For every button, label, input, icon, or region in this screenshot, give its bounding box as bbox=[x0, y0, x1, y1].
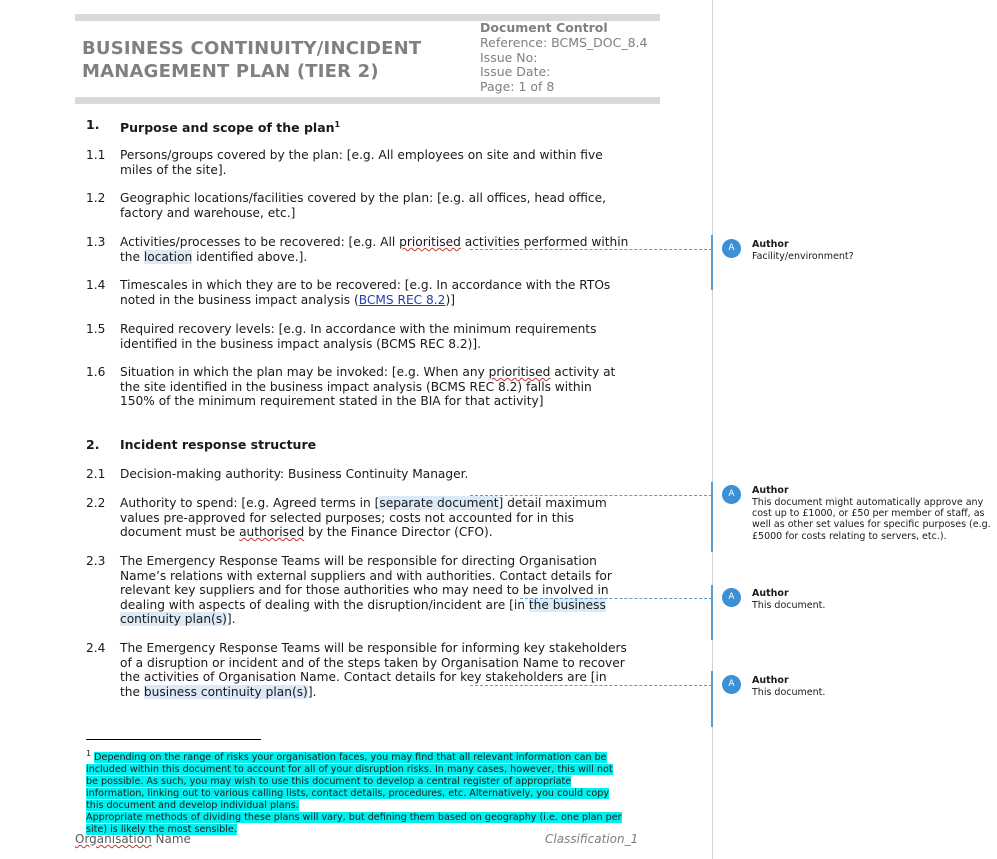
comment-4[interactable] bbox=[722, 675, 992, 705]
comment-2[interactable] bbox=[722, 485, 992, 545]
footnote-separator bbox=[86, 739, 261, 740]
title-line-1: BUSINESS CONTINUITY/INCIDENT bbox=[82, 38, 422, 59]
clause-number: 1.2 bbox=[86, 191, 106, 205]
comment-marker-bar bbox=[711, 585, 713, 640]
clause-number: 1.6 bbox=[86, 365, 106, 379]
comment-connector bbox=[470, 685, 712, 686]
author-avatar: A bbox=[722, 485, 741, 504]
commented-text[interactable]: separate document bbox=[379, 496, 499, 510]
clause-text: The Emergency Response Teams will be responsible for informing key stakeholders of a disruption or incident and of the steps taken by Organisation Name to recover the activities of Organisation Name. Contact details for key stakeholders are [in the business continuity plan(s)]. bbox=[120, 641, 627, 699]
section-number: 1. bbox=[86, 117, 100, 132]
bcms-rec-link[interactable]: BCMS REC 8.2 bbox=[358, 292, 446, 307]
doc-reference: Reference: BCMS_DOC_8.4 bbox=[480, 34, 648, 50]
comment-1[interactable] bbox=[722, 239, 992, 269]
clause-number: 2.4 bbox=[86, 641, 106, 655]
commented-text[interactable]: location bbox=[143, 249, 193, 264]
footnote bbox=[86, 748, 626, 836]
comment-text: This document might automatically approve any cost up to £1000, or £50 per member of staff, as well as other set values for specific purposes (e.g. £5000 for costs relating to servers, etc.). bbox=[752, 497, 991, 542]
footnote-paragraph-2: Appropriate methods of dividing these plans will vary, but defining them based on geography (i.e. one plan per site) is likely the most sensible. bbox=[86, 811, 622, 835]
clause-text: Authority to spend: [e.g. Agreed terms in [separate document] detail maximum values pre-approved for selected purposes; costs not accounted for in this document must be authorised by the Finance Director (CFO). bbox=[120, 496, 607, 540]
comment-connector bbox=[520, 598, 712, 599]
clause-text: Geographic locations/facilities covered by the plan: [e.g. all offices, head office, factory and warehouse, etc.] bbox=[120, 191, 606, 220]
spelling-flag[interactable]: authorised bbox=[239, 525, 305, 540]
comment-author: Author bbox=[752, 239, 789, 250]
doc-issue-date: Issue Date: bbox=[480, 64, 551, 80]
section-number: 2. bbox=[86, 437, 100, 452]
clause-text: The Emergency Response Teams will be responsible for directing Organisation Name’s relations with external suppliers and with authorities. Contact details for relevant key suppliers and for those authorities who may need to be involved in dealing with aspects of dealing with the disruption/incident are [in the business continuity plan(s)]. bbox=[120, 554, 612, 627]
comment-connector bbox=[470, 495, 712, 496]
footer-classification: Classification_1 bbox=[545, 832, 639, 846]
clause-text: Required recovery levels: [e.g. In accordance with the minimum requirements identified in the business impact analysis (BCMS REC 8.2)]. bbox=[120, 322, 597, 351]
comment-author: Author bbox=[752, 485, 789, 496]
footnote-marker: 1 bbox=[86, 749, 92, 758]
clause-text: Persons/groups covered by the plan: [e.g. All employees on site and within five miles of the site]. bbox=[120, 148, 603, 177]
commented-text[interactable]: business continuity plan(s) bbox=[143, 684, 308, 699]
doc-issue-no: Issue No: bbox=[480, 49, 538, 65]
spelling-flag[interactable]: prioritised bbox=[399, 235, 461, 249]
comment-connector bbox=[470, 249, 712, 250]
comment-text: This document. bbox=[752, 600, 826, 611]
footer-organisation-name: Organisation Name bbox=[75, 832, 191, 846]
comment-marker-bar bbox=[711, 482, 713, 552]
spelling-flag[interactable]: prioritised bbox=[488, 365, 551, 379]
clause-number: 1.5 bbox=[86, 322, 106, 336]
clause-number: 2.2 bbox=[86, 496, 106, 510]
clause-text: Decision-making authority: Business Continuity Manager. bbox=[120, 467, 469, 481]
clause-text: Activities/processes to be recovered: [e.g. All prioritised activities performed within the location identified above.]. bbox=[120, 235, 629, 264]
footnote-reference[interactable]: 1 bbox=[334, 120, 341, 129]
comment-author: Author bbox=[752, 675, 789, 686]
clause-number: 1.4 bbox=[86, 278, 106, 292]
comment-text: This document. bbox=[752, 687, 826, 698]
comment-marker-bar bbox=[711, 235, 713, 290]
clause-text: Situation in which the plan may be invoked: [e.g. When any prioritised activity at the site identified in the business impact analysis (BCMS REC 8.2) falls within 150% of the minimum requirement stated in the BIA for that activity] bbox=[120, 365, 616, 409]
clause-number: 2.1 bbox=[86, 467, 106, 481]
clause-number: 2.3 bbox=[86, 554, 106, 568]
comment-3[interactable] bbox=[722, 588, 992, 618]
author-avatar: A bbox=[722, 239, 741, 258]
author-avatar: A bbox=[722, 588, 741, 607]
comment-text: Facility/environment? bbox=[752, 251, 854, 262]
spelling-flag[interactable]: Organisation bbox=[75, 832, 152, 846]
title-line-2: MANAGEMENT PLAN (TIER 2) bbox=[82, 61, 379, 82]
author-avatar: A bbox=[722, 675, 741, 694]
document-control-block bbox=[480, 21, 648, 95]
clause-number: 1.1 bbox=[86, 148, 106, 162]
clause-number: 1.3 bbox=[86, 235, 106, 249]
comments-pane bbox=[712, 0, 997, 859]
comment-author: Author bbox=[752, 588, 789, 599]
document-title bbox=[82, 37, 421, 83]
clause-text: Timescales in which they are to be recovered: [e.g. In accordance with the RTOs noted in the business impact analysis (BCMS REC 8.2)] bbox=[120, 278, 611, 307]
header-bottom-bar bbox=[75, 97, 660, 104]
doc-page-number: Page: 1 of 8 bbox=[480, 79, 555, 95]
section-title: Purpose and scope of the plan bbox=[120, 120, 335, 136]
comment-marker-bar bbox=[711, 671, 713, 727]
section-title: Incident response structure bbox=[120, 437, 317, 452]
commented-text[interactable]: the business continuity plan(s) bbox=[120, 597, 606, 627]
footnote-paragraph-1: Depending on the range of risks your organisation faces, you may find that all relevant information can be included within this document to account for all of your disruption risks. In many cases, however, this will not be possible. As such, you may wish to use this document to develop a central register of appropriate information, linking out to various calling lists, contact details, procedures, etc. Alternatively, you could copy this document and develop individual plans. bbox=[86, 752, 613, 811]
doc-control-heading: Document Control bbox=[480, 20, 608, 35]
